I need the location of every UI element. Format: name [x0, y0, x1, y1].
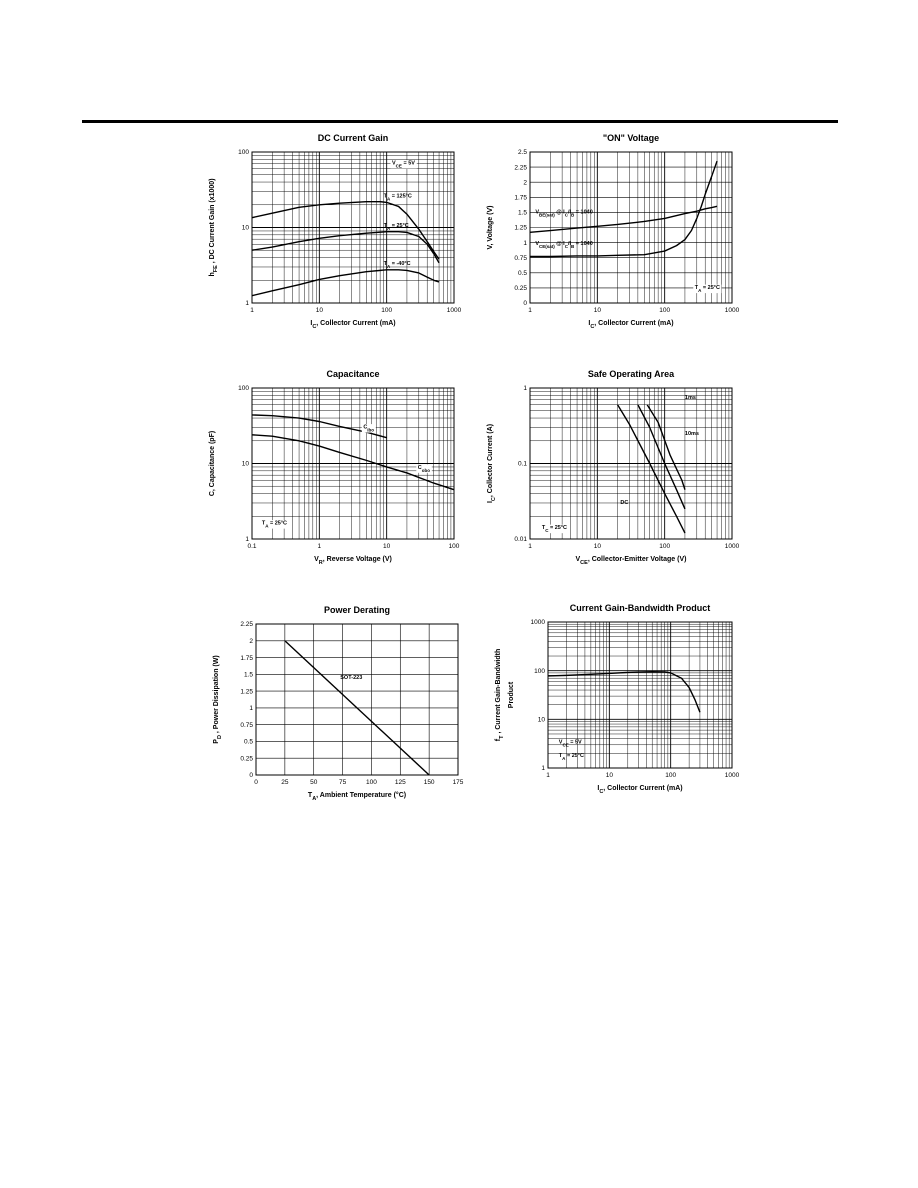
x-tick-label: 25	[281, 779, 289, 786]
grid	[530, 152, 732, 303]
capacitance-y-axis-label: C, Capacitance (pF)	[209, 430, 216, 497]
safe-operating-area-chart	[474, 366, 742, 576]
y-tick-label: 0.25	[240, 755, 253, 763]
y-tick-label: 0.75	[240, 721, 253, 729]
capacitance-annotation-1: $C_{ibo}$	[363, 424, 375, 433]
dc-gain-annotation-4: $T_A = -40^\circ C$	[383, 260, 411, 269]
y-tick-label: 2	[523, 179, 527, 187]
x-tick-label: 1	[250, 307, 254, 314]
capacitance-annotation-2: $C_{obo}$	[417, 464, 431, 473]
dc-gain-series-1-line	[252, 202, 439, 260]
safe-operating-area-svg	[474, 366, 742, 576]
gain-bandwidth-svg	[474, 600, 742, 810]
on-voltage-chart	[474, 130, 742, 340]
x-tick-label: 1000	[724, 772, 740, 779]
y-tick-label: 2.5	[517, 149, 527, 157]
dc-gain-y-axis-label: $h_{FE}$ , DC Current Gain (x1000)	[209, 178, 219, 277]
gain-bandwidth-y-axis-label-line2: Product	[508, 681, 515, 709]
y-tick-label: 10	[537, 716, 545, 724]
x-tick-label: 100	[365, 779, 377, 786]
grid	[548, 622, 732, 768]
capacitance-annotation-3: $T_A = 25^\circ C$	[261, 520, 288, 529]
gain-bandwidth-y-axis-label: $f_T$ , Current Gain-Bandwidth	[495, 648, 505, 742]
x-tick-label: 10	[593, 307, 601, 314]
grid	[256, 624, 458, 775]
dc-gain-series-2-line	[252, 232, 439, 263]
on-voltage-annotation-3: $T_A = 25^\circ C$	[694, 285, 720, 293]
capacitance-x-axis-label: $V_R$, Reverse Voltage (V)	[314, 556, 392, 566]
on-voltage-y-axis-label: V, Voltage (V)	[487, 205, 494, 250]
y-tick-label: 0	[249, 772, 253, 780]
y-tick-label: 1.5	[517, 209, 527, 217]
power-derating-y-axis-label: $P_D$ , Power Dissipation (W)	[213, 655, 223, 744]
x-tick-label: 100	[659, 543, 671, 550]
y-tick-label: 10	[241, 224, 249, 232]
y-tick-label: 100	[238, 149, 249, 157]
capacitance-svg	[196, 366, 464, 576]
x-tick-label: 10	[593, 543, 601, 550]
y-tick-label: 1	[523, 239, 527, 247]
x-tick-label: 100	[381, 307, 393, 314]
y-tick-label: 0.1	[517, 460, 527, 468]
x-tick-label: 75	[338, 779, 347, 786]
safe-operating-area-x-axis-label: $V_{CE}$, Collector-Emitter Voltage (V)	[575, 556, 687, 566]
gain-bandwidth-series-1-line	[548, 672, 700, 712]
dc-gain-x-axis-label: $I_C$, Collector Current (mA)	[310, 320, 396, 330]
safe-operating-area-annotation-3: DC	[620, 500, 629, 507]
x-tick-label: 100	[448, 543, 460, 550]
y-tick-label: 2.25	[514, 164, 527, 172]
x-tick-label: 1	[546, 772, 550, 779]
y-tick-label: 0.5	[517, 270, 527, 277]
x-tick-label: 100	[665, 772, 677, 779]
y-tick-label: 1	[541, 765, 545, 773]
y-tick-label: 1.5	[243, 671, 253, 679]
x-tick-label: 10	[605, 772, 613, 779]
capacitance-chart	[196, 366, 464, 576]
x-tick-label: 1	[528, 307, 532, 314]
x-tick-label: 10	[315, 307, 323, 314]
power-derating-annotation-1: SOT-223	[340, 675, 363, 682]
y-tick-label: 1.75	[514, 194, 527, 202]
gain-bandwidth-annotation-1: $V_{CE} = 5V$	[558, 739, 582, 747]
x-tick-label: 0.1	[247, 543, 257, 550]
safe-operating-area-annotation-4: $T_C = 25^\circ C$	[541, 525, 568, 533]
current-gain-bandwidth-chart	[474, 600, 742, 810]
power-derating-svg	[196, 600, 464, 810]
gain-bandwidth-annotation-2: $T_A = 25^\circ C$	[558, 752, 584, 761]
y-tick-label: 100	[534, 667, 545, 675]
y-tick-label: 10	[241, 460, 249, 468]
dc-gain-title: DC Current Gain	[317, 133, 389, 143]
x-tick-label: 175	[452, 779, 464, 786]
x-tick-label: 1000	[446, 307, 462, 314]
capacitance-title: Capacitance	[326, 369, 380, 379]
safe-operating-area-series-1-line	[618, 405, 685, 533]
y-tick-label: 0	[523, 300, 527, 308]
on-voltage-title: "ON" Voltage	[602, 133, 660, 143]
grid	[530, 388, 732, 539]
capacitance-series-2-line	[252, 435, 454, 490]
y-tick-label: 1	[523, 385, 527, 393]
x-tick-label: 125	[394, 779, 406, 786]
x-tick-label: 1	[528, 543, 532, 550]
header-rule	[82, 120, 838, 123]
y-tick-label: 1000	[530, 619, 545, 627]
y-tick-label: 1.75	[240, 654, 253, 662]
plot-frame	[548, 622, 732, 768]
y-tick-label: 2	[249, 637, 253, 645]
y-tick-label: 0.75	[514, 254, 527, 262]
power-derating-x-axis-label: $T_A$, Ambient Temperature (°C)	[307, 792, 407, 802]
gain-bandwidth-x-axis-label: $I_C$, Collector Current (mA)	[597, 785, 683, 795]
x-tick-label: 150	[423, 779, 435, 786]
dc-gain-series-3-line	[252, 270, 439, 296]
dc-gain-svg	[196, 130, 464, 340]
y-tick-label: 0.25	[514, 285, 527, 293]
safe-operating-area-annotation-1: 1ms	[684, 394, 696, 401]
on-voltage-svg	[474, 130, 742, 340]
dc-gain-annotation-1: $V_{CE} = 5V$	[391, 160, 415, 169]
y-tick-label: 0.5	[243, 738, 253, 746]
safe-operating-area-y-axis-label: $I_C$, Collector Current (A)	[487, 423, 497, 504]
gain-bandwidth-title: Current Gain-Bandwidth Product	[569, 603, 711, 613]
safe-operating-area-series-3-line	[647, 405, 685, 490]
grid	[252, 152, 454, 303]
x-tick-label: 100	[659, 307, 671, 314]
y-tick-label: 1	[249, 705, 253, 713]
y-tick-label: 1.25	[514, 224, 527, 232]
y-tick-label: 1.25	[240, 688, 253, 696]
x-tick-label: 50	[310, 779, 318, 786]
y-tick-label: 2.25	[240, 621, 253, 629]
dc-gain-annotation-3: $T_A = 25^\circ C$	[383, 222, 409, 231]
on-voltage-annotation-2: $V_{CE(sat)}$ @ $I_C/I_B = 1040$	[535, 241, 593, 249]
safe-operating-area-annotation-2: 10ms	[684, 430, 700, 437]
dc-current-gain-chart	[196, 130, 464, 340]
grid	[252, 388, 454, 539]
x-tick-label: 1	[317, 543, 322, 550]
x-tick-label: 1000	[724, 543, 740, 550]
y-tick-label: 100	[238, 385, 249, 393]
x-tick-label: 10	[383, 543, 391, 550]
x-tick-label: 1000	[724, 307, 740, 314]
safe-operating-area-title: Safe Operating Area	[587, 369, 675, 379]
on-voltage-annotation-1: $V_{BE(sat)}$ @ $I_C/I_B = 1040$	[535, 209, 593, 218]
y-tick-label: 1	[245, 300, 249, 308]
on-voltage-x-axis-label: $I_C$, Collector Current (mA)	[588, 320, 674, 330]
dc-gain-annotation-2: $T_A = 125^\circ C$	[383, 193, 412, 201]
y-tick-label: 0.01	[514, 536, 527, 544]
power-derating-title: Power Derating	[323, 605, 391, 615]
y-tick-label: 1	[245, 536, 249, 544]
plot-frame	[256, 624, 458, 775]
power-derating-chart	[196, 600, 464, 810]
x-tick-label: 0	[254, 779, 258, 786]
